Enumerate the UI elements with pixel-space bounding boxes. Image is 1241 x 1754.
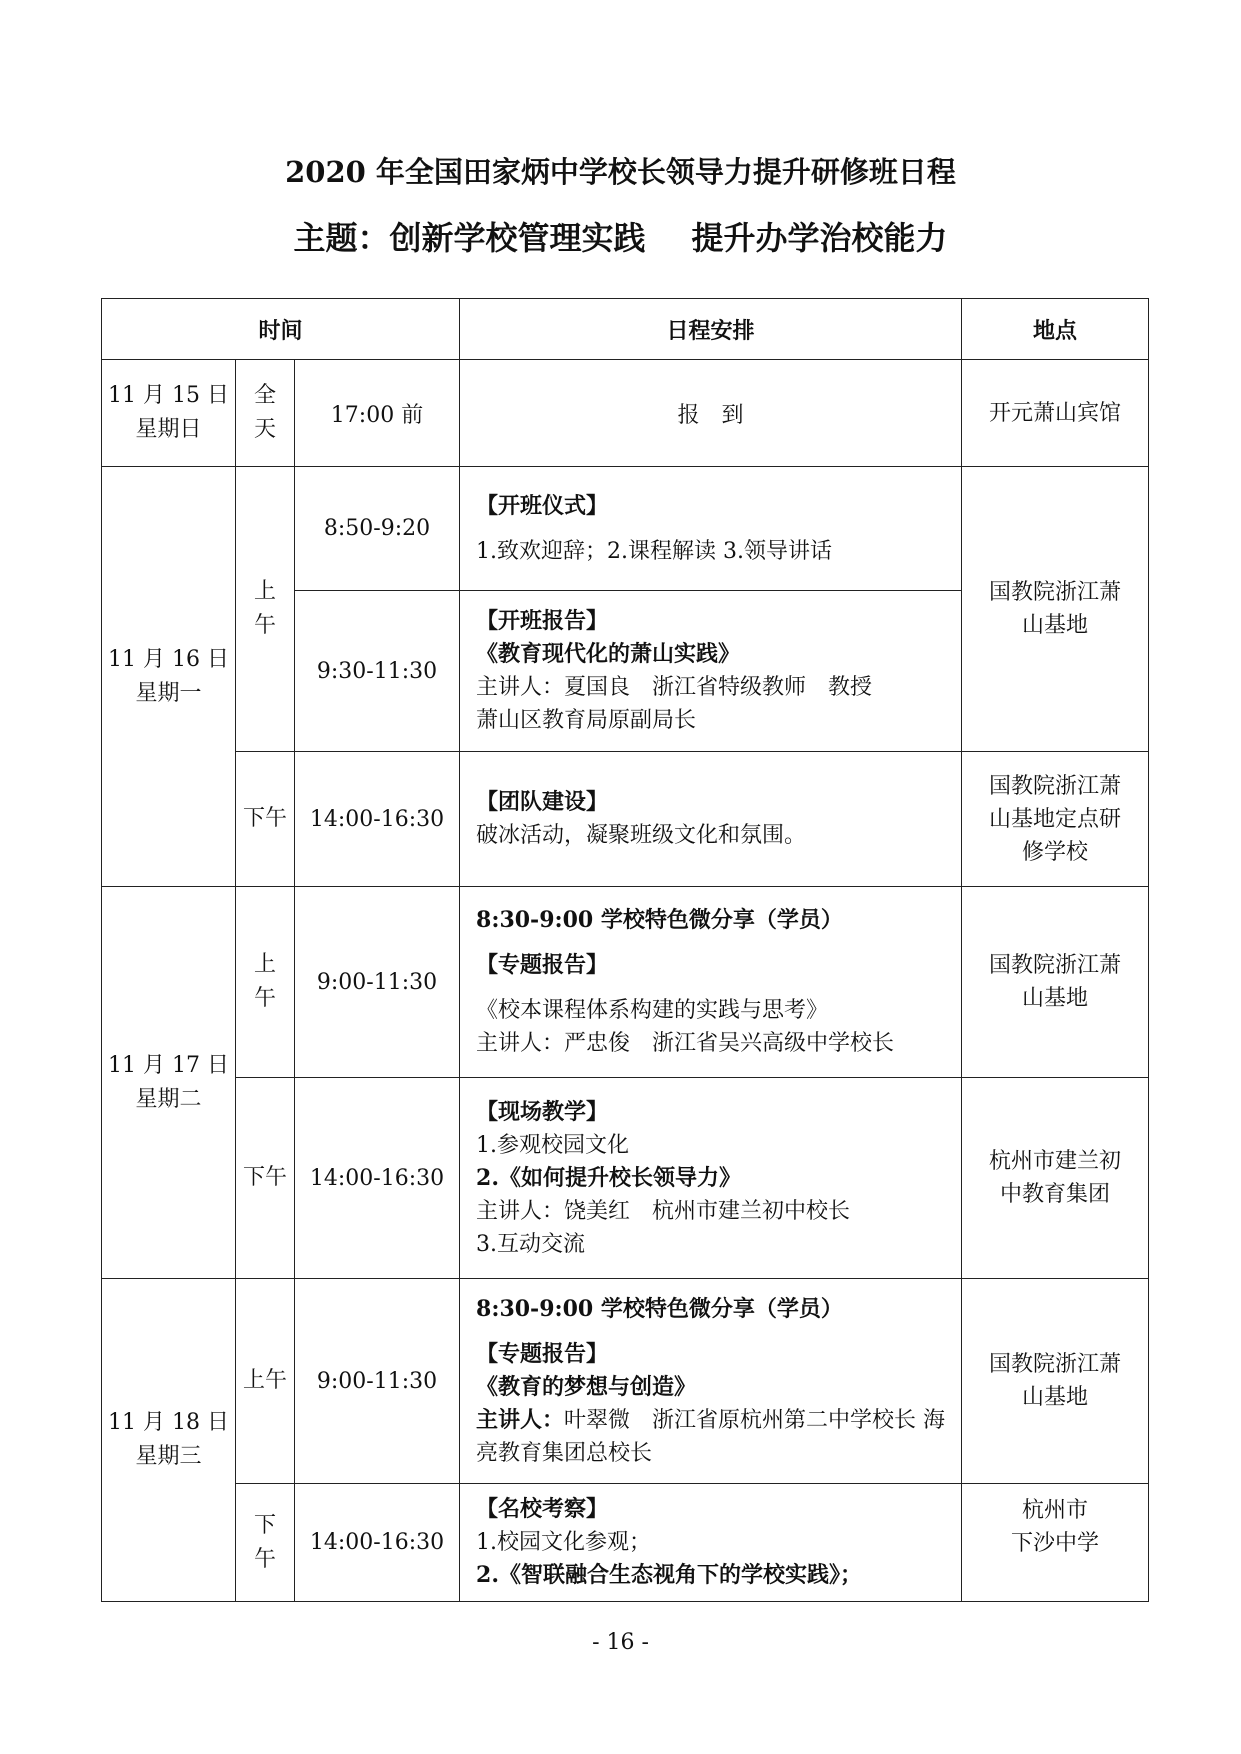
schedule-table xyxy=(101,298,1149,1602)
time-cell: 14:00-16:30 xyxy=(295,1078,460,1279)
page-subtitle xyxy=(0,213,1241,259)
date-cell: 11 月 18 日 星期三 xyxy=(102,1279,236,1602)
schedule-cell: 【团队建设】 破冰活动，凝聚班级文化和氛围。 xyxy=(460,752,962,887)
table-row xyxy=(102,360,1149,467)
date-cell: 11 月 15 日 星期日 xyxy=(102,360,236,467)
table-row xyxy=(102,1484,1149,1602)
schedule-cell: 8:30-9:00 学校特色微分享（学员） 【专题报告】 《校本课程体系构建的实践与思考》 主讲人：严忠俊 浙江省吴兴高级中学校长 xyxy=(460,887,962,1078)
location-cell: 国教院浙江萧山基地 xyxy=(962,887,1149,1078)
header-time: 时间 xyxy=(102,299,460,360)
table-row xyxy=(102,752,1149,887)
table-row xyxy=(102,1279,1149,1484)
half-day-cell: 下午 xyxy=(236,752,295,887)
schedule-cell: 【开班仪式】 1.致欢迎辞；2.课程解读 3.领导讲话 xyxy=(460,467,962,591)
time-cell: 9:00-11:30 xyxy=(295,887,460,1078)
location-cell: 国教院浙江萧山基地 xyxy=(962,1279,1149,1484)
time-cell: 8:50-9:20 xyxy=(295,467,460,591)
time-cell: 9:30-11:30 xyxy=(295,591,460,752)
half-day-cell: 上午 xyxy=(236,1279,295,1484)
location-cell: 开元萧山宾馆 xyxy=(962,360,1149,467)
schedule-cell: 【现场教学】 1.参观校园文化 2.《如何提升校长领导力》 主讲人：饶美红 杭州市建兰初中校长 3.互动交流 xyxy=(460,1078,962,1279)
page-title: 2020 年全国田家炳中学校长领导力提升研修班日程 xyxy=(285,155,956,189)
subtitle-left: 主题：创新学校管理实践 xyxy=(293,219,646,257)
location-cell: 杭州市建兰初中教育集团 xyxy=(962,1078,1149,1279)
location-cell: 杭州市 下沙中学 xyxy=(962,1484,1149,1602)
schedule-cell: 【名校考察】 1.校园文化参观； 2.《智联融合生态视角下的学校实践》； xyxy=(460,1484,962,1602)
header-location: 地点 xyxy=(962,299,1149,360)
schedule-cell: 【开班报告】 《教育现代化的萧山实践》 主讲人：夏国良 浙江省特级教师 教授 萧山区教育局原副局长 xyxy=(460,591,962,752)
schedule-cell: 8:30-9:00 学校特色微分享（学员） 【专题报告】 《教育的梦想与创造》 主讲人：叶翠微 浙江省原杭州第二中学校长 海亮教育集团总校长 xyxy=(460,1279,962,1484)
time-cell: 14:00-16:30 xyxy=(295,752,460,887)
date-cell: 11 月 17 日 星期二 xyxy=(102,887,236,1279)
half-day-cell: 上午 xyxy=(236,467,295,752)
subtitle-right: 提升办学治校能力 xyxy=(691,219,948,257)
header-schedule: 日程安排 xyxy=(460,299,962,360)
time-cell: 17:00 前 xyxy=(295,360,460,467)
time-cell: 14:00-16:30 xyxy=(295,1484,460,1602)
location-cell: 国教院浙江萧山基地定点研修学校 xyxy=(962,752,1149,887)
half-day-cell: 下午 xyxy=(236,1484,295,1602)
half-day-cell: 全天 xyxy=(236,360,295,467)
location-cell: 国教院浙江萧山基地 xyxy=(962,467,1149,752)
date-cell: 11 月 16 日 星期一 xyxy=(102,467,236,887)
time-cell: 9:00-11:30 xyxy=(295,1279,460,1484)
schedule-cell: 报 到 xyxy=(460,360,962,467)
table-row xyxy=(102,887,1149,1078)
table-row xyxy=(102,1078,1149,1279)
half-day-cell: 上午 xyxy=(236,887,295,1078)
half-day-cell: 下午 xyxy=(236,1078,295,1279)
header-row xyxy=(102,299,1149,360)
table-row xyxy=(102,467,1149,591)
page-number: - 16 - xyxy=(592,1630,649,1655)
